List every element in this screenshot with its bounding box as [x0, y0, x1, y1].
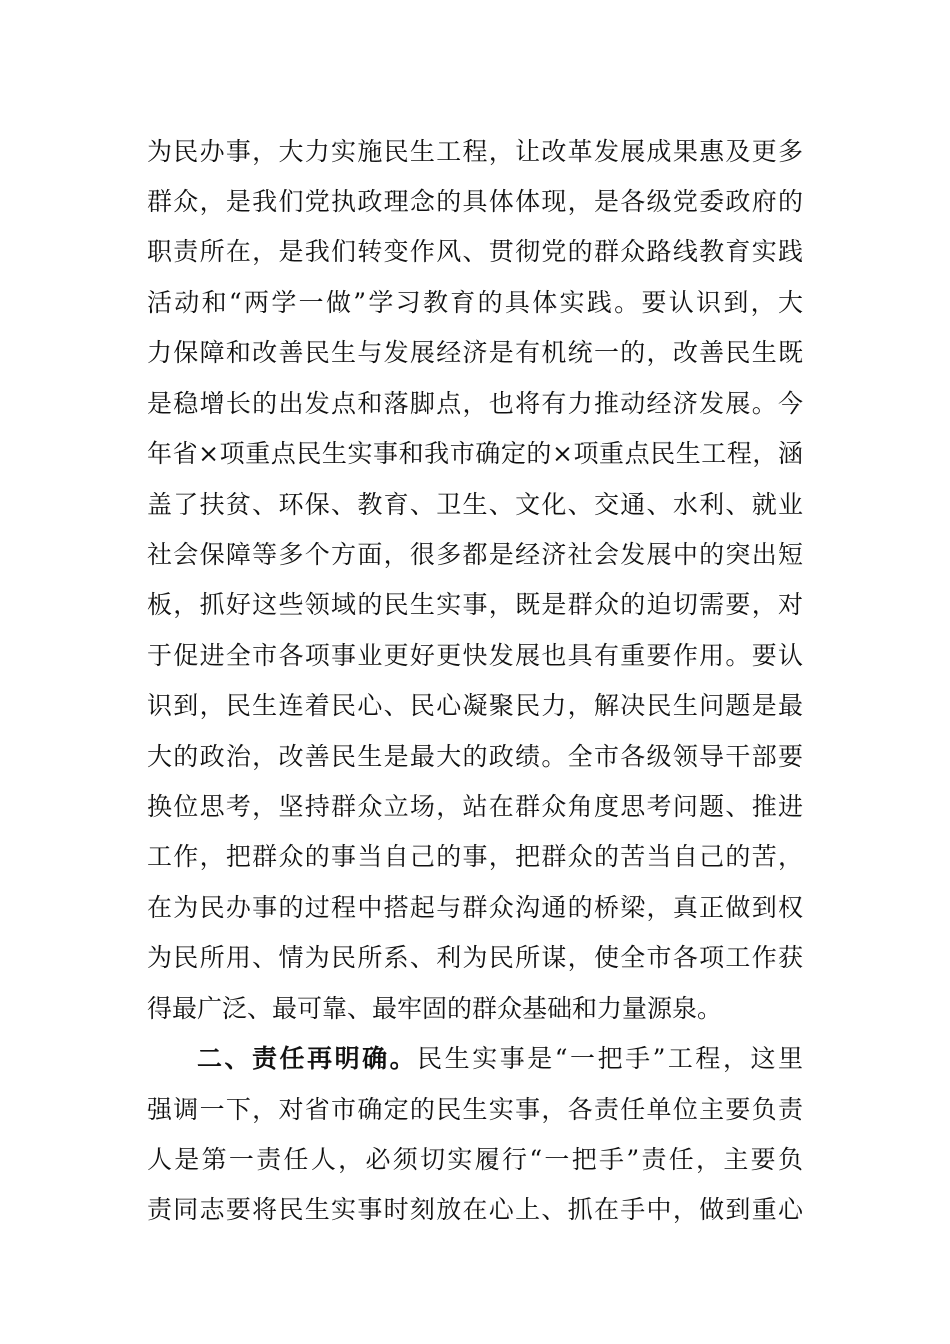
- section-2-heading: 二、责任再明确。: [197, 1044, 418, 1073]
- paragraph-line: 板，抓好这些领域的民生实事，既是群众的迫切需要，对: [147, 590, 803, 619]
- paragraph-line: 责同志要将民生实事时刻放在心上、抓在手中，做到重心: [147, 1195, 803, 1224]
- paragraph-line: 群众，是我们党执政理念的具体体现，是各级党委政府的: [147, 187, 803, 216]
- paragraph-line: 大的政治，改善民生是最大的政绩。全市各级领导干部要: [147, 742, 803, 771]
- paragraph-line: 于促进全市各项事业更好更快发展也具有重要作用。要认: [147, 641, 803, 670]
- paragraph-line: 力保障和改善民生与发展经济是有机统一的，改善民生既: [147, 338, 803, 367]
- paragraph-line: 社会保障等多个方面，很多都是经济社会发展中的突出短: [147, 540, 803, 569]
- paragraph-line: 盖了扶贫、环保、教育、卫生、文化、交通、水利、就业: [147, 490, 803, 519]
- section-2-text: 民生实事是“一把手”工程，这里: [417, 1044, 803, 1073]
- paragraph-line: 为民办事，大力实施民生工程，让改革发展成果惠及更多: [147, 137, 803, 166]
- paragraph-line: 人是第一责任人，必须切实履行“一把手”责任，主要负: [147, 1145, 803, 1174]
- paragraph-line: 得最广泛、最可靠、最牢固的群众基础和力量源泉。: [147, 994, 723, 1023]
- paragraph-line: 在为民办事的过程中搭起与群众沟通的桥梁，真正做到权: [147, 893, 803, 922]
- paragraph-line: 强调一下，对省市确定的民生实事，各责任单位主要负责: [147, 1095, 803, 1124]
- paragraph-line: 职责所在，是我们转变作风、贯彻党的群众路线教育实践: [147, 237, 803, 266]
- section-2-first-line: [197, 1039, 803, 1079]
- paragraph-line: 为民所用、情为民所系、利为民所谋，使全市各项工作获: [147, 943, 803, 972]
- paragraph-line: 换位思考，坚持群众立场，站在群众角度思考问题、推进: [147, 792, 803, 821]
- paragraph-line: 识到，民生连着民心、民心凝聚民力，解决民生问题是最: [147, 691, 803, 720]
- paragraph-line: 工作，把群众的事当自己的事，把群众的苦当自己的苦，: [147, 842, 803, 871]
- paragraph-line: 年省×项重点民生实事和我市确定的×项重点民生工程，涵: [147, 439, 803, 468]
- paragraph-line: 是稳增长的出发点和落脚点，也将有力推动经济发展。今: [147, 389, 803, 418]
- paragraph-line: 活动和“两学一做”学习教育的具体实践。要认识到，大: [147, 288, 803, 317]
